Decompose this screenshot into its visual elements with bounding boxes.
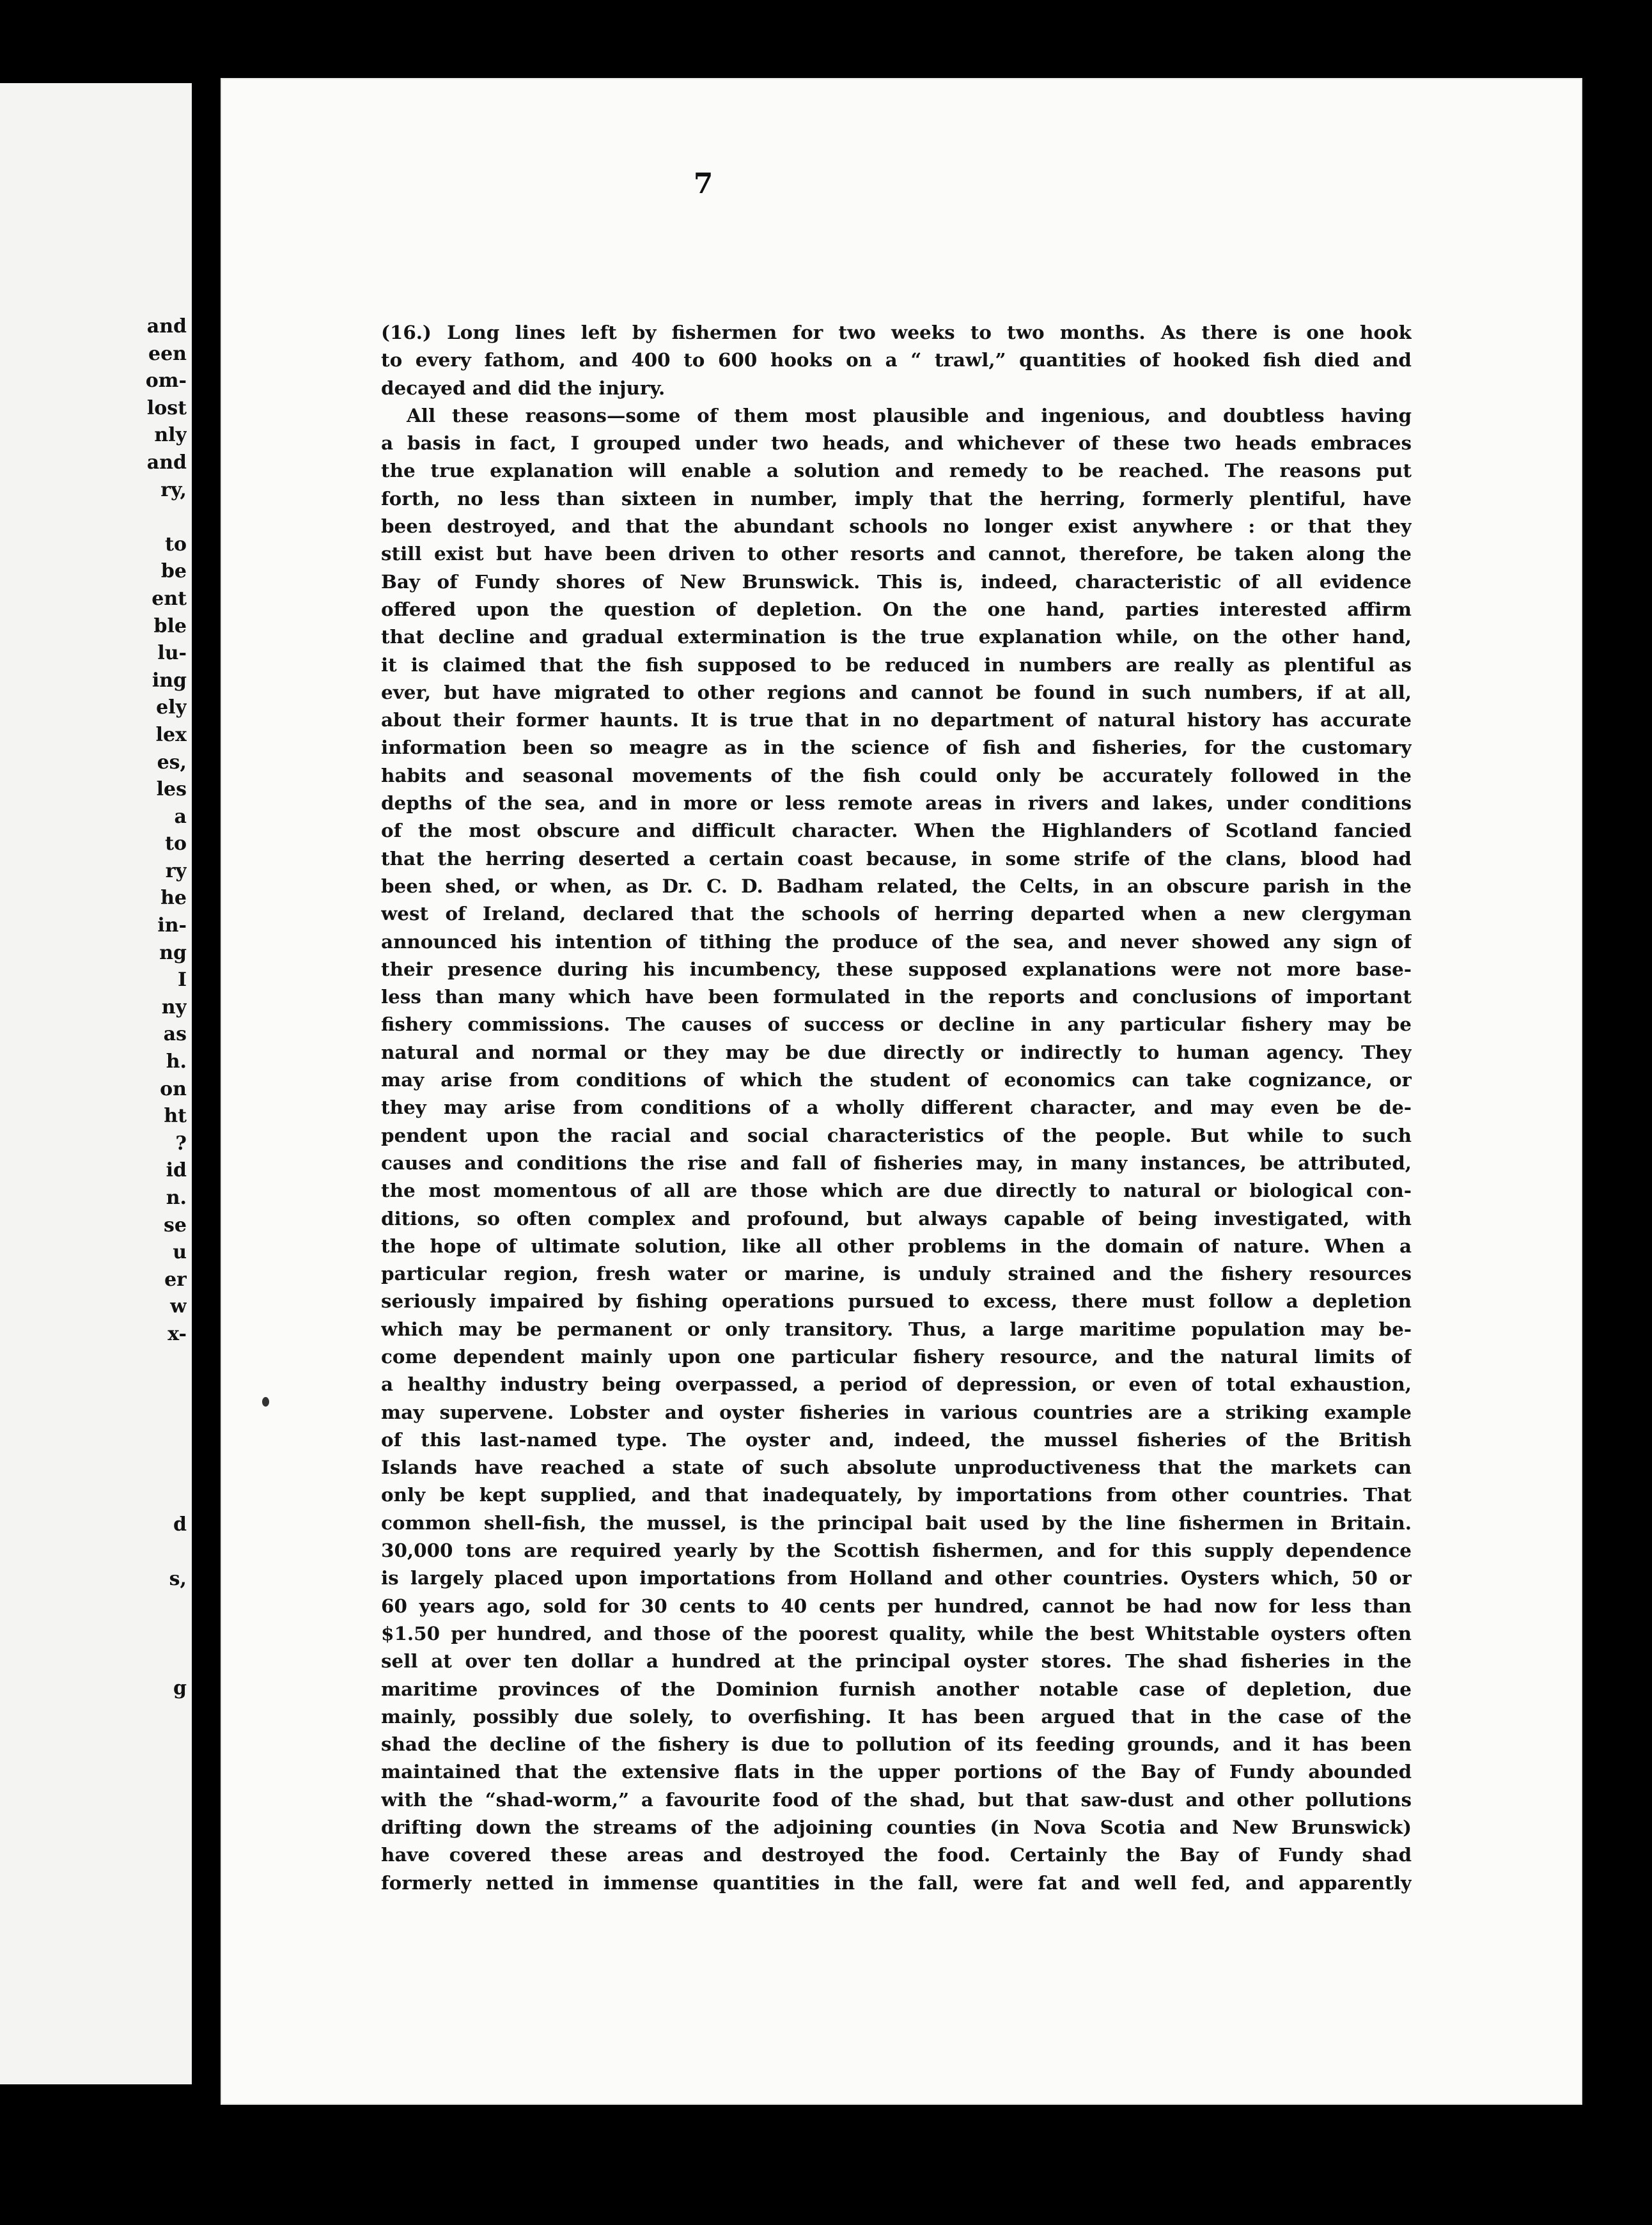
text-line: sell at over ten dollar a hundred at the principal oyster stores. The shad fisheries in the xyxy=(381,1650,1412,1673)
left-page-fragment: lu- xyxy=(157,642,187,665)
left-page-fragment: les xyxy=(156,778,187,801)
text-line: Bay of Fundy shores of New Brunswick. This is, indeed, characteristic of all evidence xyxy=(381,570,1412,593)
text-line: ditions, so often complex and profound, but always capable of being investigated, with xyxy=(381,1206,1412,1230)
left-page-text-fragments xyxy=(110,313,187,1702)
left-page-fragment: n. xyxy=(166,1187,187,1209)
text-line: been destroyed, and that the abundant schools no longer exist anywhere : or that they xyxy=(381,515,1412,538)
left-page-fragment xyxy=(110,1593,187,1621)
left-page-fragment: lex xyxy=(155,723,187,746)
left-page-fragment: in- xyxy=(157,914,187,937)
left-page-fragment: d xyxy=(173,1513,187,1536)
text-line: that the herring deserted a certain coast because, in some strife of the clans, blood had xyxy=(381,847,1412,870)
left-page-fragment: x- xyxy=(168,1322,187,1345)
text-line: 30,000 tons are required yearly by the Scottish fishermen, and for this supply dependence xyxy=(381,1539,1412,1562)
text-line: have covered these areas and destroyed the food. Certainly the Bay of Fundy shad xyxy=(381,1843,1412,1866)
left-page-fragment: er xyxy=(164,1268,187,1291)
left-page-fragment: se xyxy=(164,1214,187,1237)
left-page-fragment: to xyxy=(165,533,187,556)
text-line: been shed, or when, as Dr. C. D. Badham related, the Celts, in an obscure parish in the xyxy=(381,874,1412,897)
left-page-fragment: h. xyxy=(166,1050,187,1073)
left-page-fragment xyxy=(110,1648,187,1675)
text-line: may supervene. Lobster and oyster fisheries in various countries are a striking example xyxy=(381,1400,1412,1423)
text-line: a healthy industry being overpassed, a period of depression, or even of total exhaustion, xyxy=(381,1373,1412,1396)
left-page-fragment: lost xyxy=(146,396,187,419)
left-page-fragment: w xyxy=(170,1295,187,1318)
text-line: still exist but have been driven to other resorts and cannot, therefore, be taken along the xyxy=(381,542,1412,565)
text-line: mainly, possibly due solely, to overfishing. It has been argued that in the case of the xyxy=(381,1705,1412,1728)
text-line: Islands have reached a state of such absolute unproductiveness that the markets can xyxy=(381,1456,1412,1479)
left-page-fragment: ing xyxy=(152,669,187,692)
text-line: formerly netted in immense quantities in the fall, were fat and well fed, and apparently xyxy=(381,1871,1412,1894)
text-line: only be kept supplied, and that inadequately, by importations from other countries. That xyxy=(381,1483,1412,1506)
text-line: particular region, fresh water or marine, is unduly strained and the fishery resources xyxy=(381,1262,1412,1285)
left-page-fragment: id xyxy=(166,1159,187,1182)
left-page-fragment: ? xyxy=(175,1132,187,1155)
text-line: fishery commissions. The causes of success or decline in any particular fishery may be xyxy=(381,1013,1412,1036)
left-page-fragment: es, xyxy=(157,751,187,774)
left-page-fragment: and xyxy=(146,451,187,474)
left-page-fragment: ht xyxy=(164,1105,187,1128)
text-line: about their former haunts. It is true that in no department of natural history has accurate xyxy=(381,708,1412,731)
text-line: it is claimed that the fish supposed to be reduced in numbers are really as plentiful as xyxy=(381,653,1412,676)
text-line: is largely placed upon importations from Holland and other countries. Oysters which, 50 or xyxy=(381,1566,1412,1589)
left-page-fragment: ry, xyxy=(160,478,187,501)
text-line: west of Ireland, declared that the schools of herring departed when a new clergyman xyxy=(381,902,1412,925)
text-line: to every fathom, and 400 to 600 hooks on a “ trawl,” quantities of hooked fish died and xyxy=(381,348,1412,371)
left-page-fragment: g xyxy=(173,1676,187,1699)
body-text xyxy=(381,318,1412,1896)
left-page-fragment xyxy=(110,1403,187,1430)
left-page-fragment: ng xyxy=(159,941,187,964)
text-line: habits and seasonal movements of the fish could only be accurately followed in the xyxy=(381,763,1412,786)
left-page-fragment: ry xyxy=(165,859,187,882)
left-page-fragment: on xyxy=(160,1077,187,1100)
left-page-fragment: be xyxy=(160,560,187,583)
left-page-fragment: om- xyxy=(145,370,187,393)
text-line: the hope of ultimate solution, like all other problems in the domain of nature. When a xyxy=(381,1234,1412,1257)
left-page-fragment xyxy=(110,1375,187,1403)
text-line: 60 years ago, sold for 30 cents to 40 cents per hundred, cannot be had now for less than xyxy=(381,1594,1412,1617)
text-line: they may arise from conditions of a wholly different character, and may even be de- xyxy=(381,1096,1412,1119)
text-line: seriously impaired by fishing operations pursued to excess, there must follow a depletion xyxy=(381,1290,1412,1313)
left-page-fragment: ble xyxy=(153,614,187,637)
text-line: their presence during his incumbency, these supposed explanations were not more base- xyxy=(381,957,1412,980)
text-line: forth, no less than sixteen in number, imply that the herring, formerly plentiful, have xyxy=(381,487,1412,510)
text-line: depths of the sea, and in more or less remote areas in rivers and lakes, under conditions xyxy=(381,792,1412,815)
text-line: of this last-named type. The oyster and, indeed, the mussel fisheries of the British xyxy=(381,1428,1412,1451)
text-line: shad the decline of the fishery is due to pollution of its feeding grounds, and it has been xyxy=(381,1733,1412,1756)
text-line: pendent upon the racial and social characteristics of the people. But while to such xyxy=(381,1123,1412,1146)
left-page-fragment: ny xyxy=(161,995,187,1019)
text-line: information been so meagre as in the science of fish and fisheries, for the customary xyxy=(381,736,1412,759)
text-line: natural and normal or they may be due directly or indirectly to human agency. They xyxy=(381,1040,1412,1063)
left-page-fragment: I xyxy=(177,969,187,992)
left-page-fragment: he xyxy=(160,887,187,910)
text-line: less than many which have been formulated in the reports and conclusions of important xyxy=(381,985,1412,1008)
text-line: $1.50 per hundred, and those of the poorest quality, while the best Whitstable oysters often xyxy=(381,1621,1412,1644)
left-page-fragment xyxy=(110,1539,187,1566)
left-page-fragment: as xyxy=(163,1023,187,1046)
text-line: of the most obscure and difficult character. When the Highlanders of Scotland fancied xyxy=(381,819,1412,842)
text-line: announced his intention of tithing the produce of the sea, and never showed any sign of xyxy=(381,930,1412,953)
text-line: may arise from conditions of which the student of economics can take cognizance, or xyxy=(381,1068,1412,1091)
text-line: drifting down the streams of the adjoining counties (in Nova Scotia and New Brunswick) xyxy=(381,1816,1412,1839)
left-page-fragment: ent xyxy=(152,587,187,610)
text-line: which may be permanent or only transitory. Thus, a large maritime population may be- xyxy=(381,1317,1412,1340)
text-line: that decline and gradual extermination is the true explanation while, on the other hand, xyxy=(381,625,1412,648)
text-line: a basis in fact, I grouped under two heads, and whichever of these two heads embraces xyxy=(381,432,1412,455)
left-page-fragment: een xyxy=(148,342,187,365)
left-page-fragment xyxy=(110,1430,187,1457)
text-line: maintained that the extensive flats in the upper portions of the Bay of Fundy abounded xyxy=(381,1760,1412,1783)
left-page-fragment xyxy=(110,1348,187,1376)
text-line: the most momentous of all are those which are due directly to natural or biological con- xyxy=(381,1179,1412,1202)
text-line: causes and conditions the rise and fall of fisheries may, in many instances, be attributed, xyxy=(381,1151,1412,1174)
left-page-fragment: to xyxy=(165,832,187,855)
left-page-fragment xyxy=(110,504,187,531)
text-line: common shell-fish, the mussel, is the principal bait used by the line fishermen in Britain. xyxy=(381,1511,1412,1534)
left-page-fragment xyxy=(110,1485,187,1512)
left-page-fragment xyxy=(110,1621,187,1648)
text-line: the true explanation will enable a solution and remedy to be reached. The reasons put xyxy=(381,459,1412,482)
left-page-edge xyxy=(0,83,192,2084)
left-page-fragment: nly xyxy=(154,424,187,447)
text-line: (16.) Long lines left by fishermen for two weeks to two months. As there is one hook xyxy=(381,321,1412,343)
left-page-fragment: ely xyxy=(156,696,187,719)
text-line: decayed and did the injury. xyxy=(381,376,666,399)
text-line: ever, but have migrated to other regions and cannot be found in such numbers, if at all, xyxy=(381,680,1412,703)
left-page-fragment: u xyxy=(173,1241,187,1264)
left-page-fragment: a xyxy=(174,805,187,828)
left-page-fragment: s, xyxy=(169,1568,187,1591)
text-line: offered upon the question of depletion. On the one hand, parties interested affirm xyxy=(381,597,1412,620)
left-page-fragment: and xyxy=(146,315,187,338)
left-page-fragment xyxy=(110,1457,187,1485)
page-number: 7 xyxy=(693,168,713,200)
text-line: maritime provinces of the Dominion furnish another notable case of depletion, due xyxy=(381,1677,1412,1700)
text-line: come dependent mainly upon one particular fishery resource, and the natural limits of xyxy=(381,1345,1412,1368)
ink-spot xyxy=(262,1397,269,1407)
text-line: with the “shad-worm,” a favourite food of the shad, but that saw-dust and other pollutions xyxy=(381,1788,1412,1811)
text-line: All these reasons—some of them most plausible and ingenious, and doubtless having xyxy=(407,403,1412,426)
